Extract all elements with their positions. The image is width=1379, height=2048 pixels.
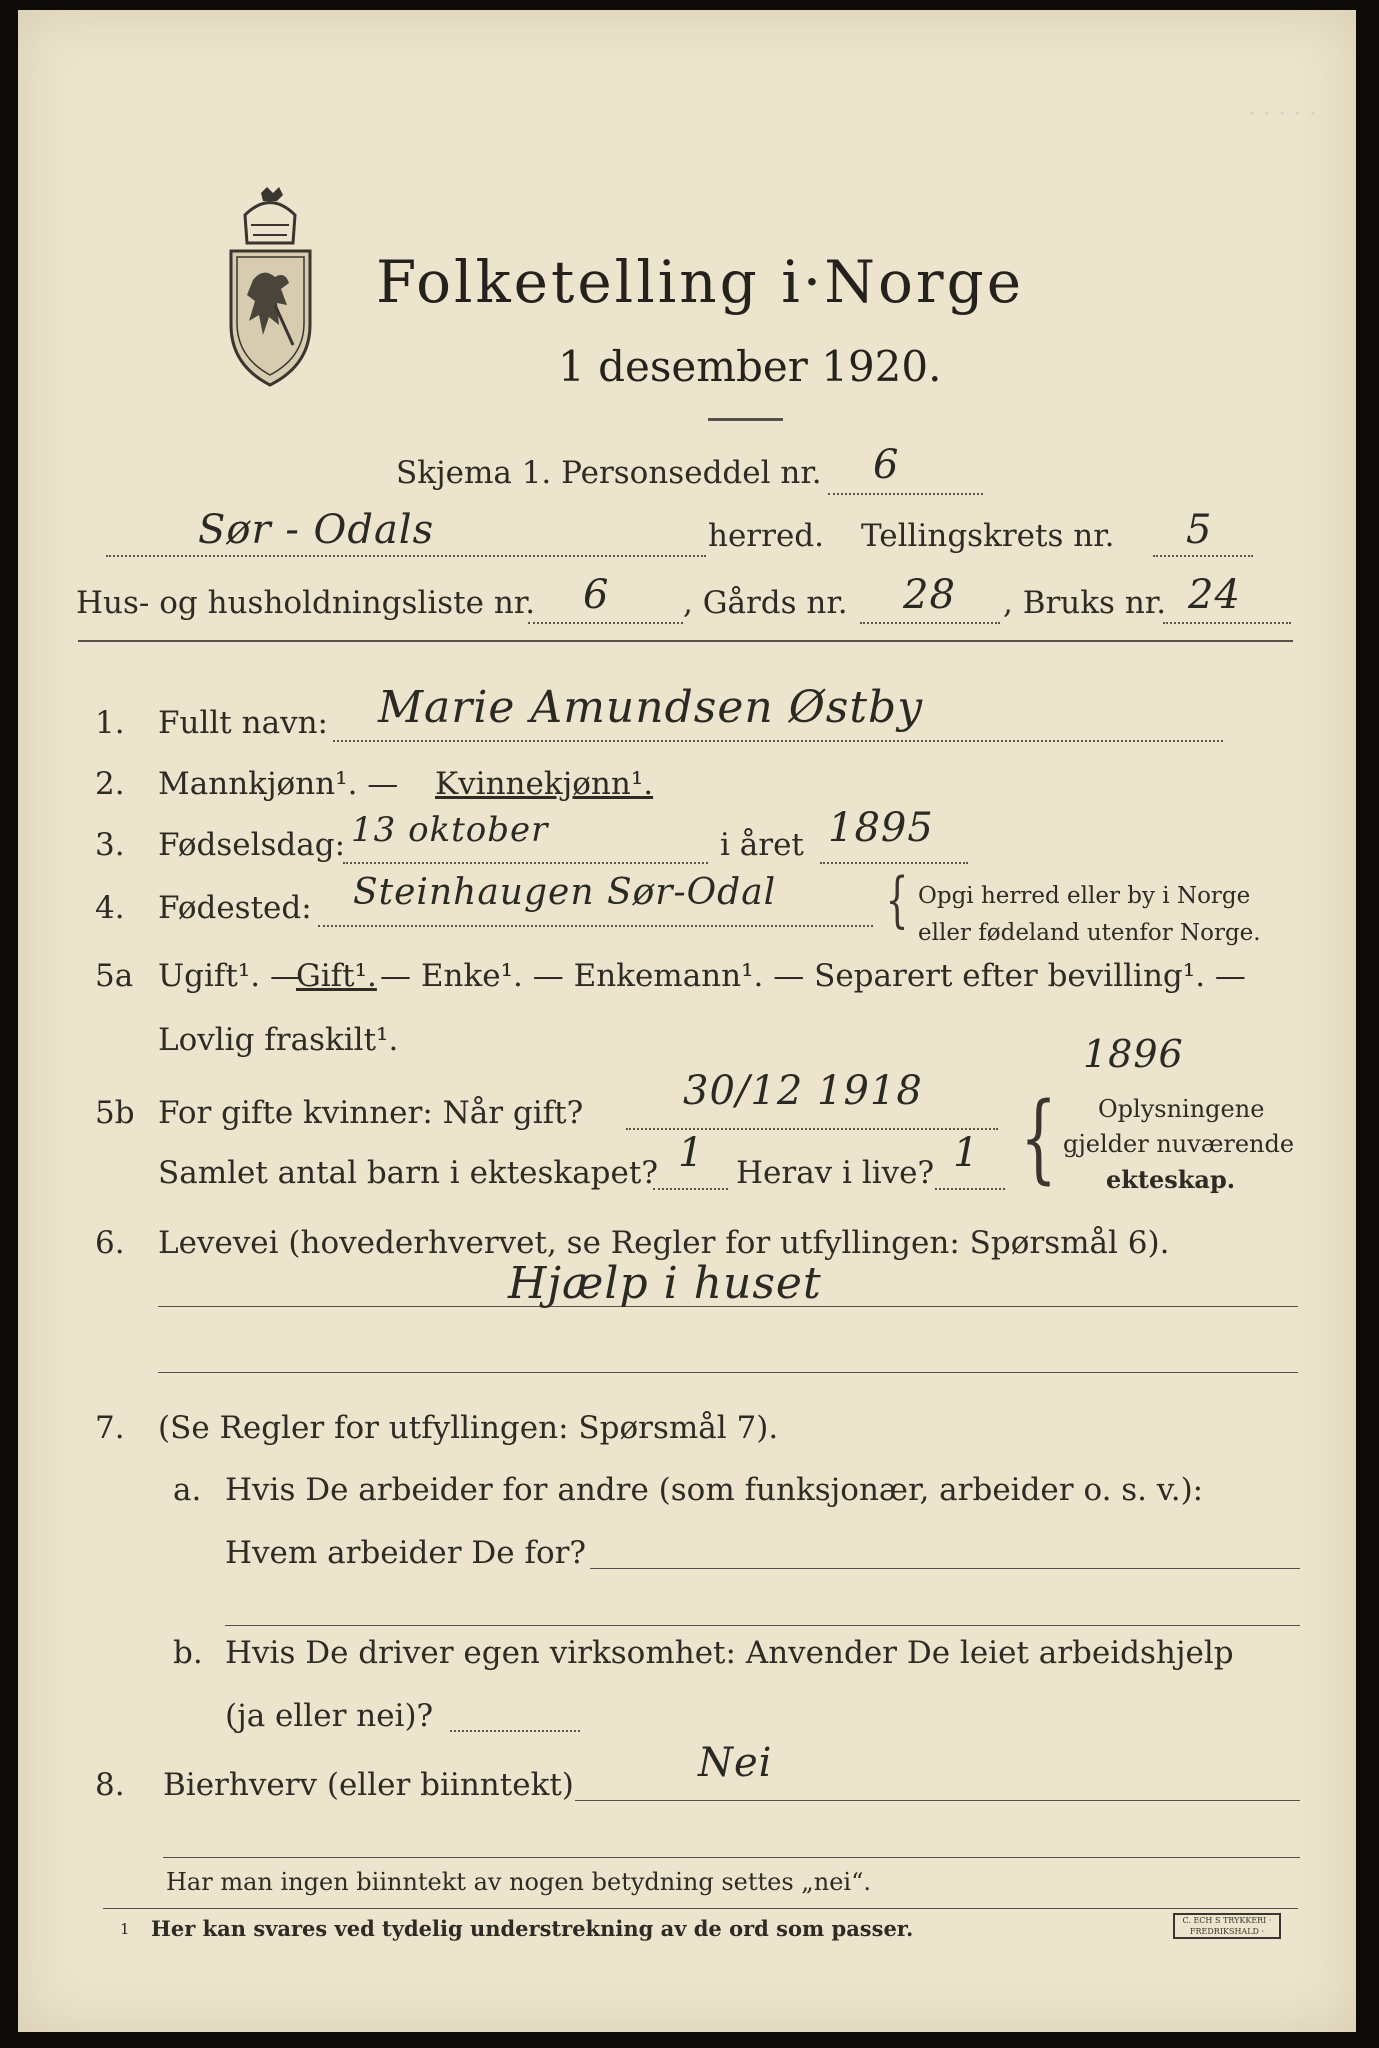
barn-value[interactable]: 1 bbox=[678, 1130, 705, 1176]
q6-number: 6. bbox=[95, 1225, 125, 1261]
kvinnekjonn-option[interactable]: Kvinnekjønn¹. bbox=[435, 766, 654, 802]
tellingskrets-value-line bbox=[1153, 555, 1253, 557]
i-live-label: Herav i live? bbox=[736, 1155, 935, 1191]
fullt-navn-value[interactable]: Marie Amundsen Østby bbox=[378, 682, 924, 733]
bierhverv-line-2 bbox=[163, 1857, 1300, 1858]
fodselsdag-value[interactable]: 13 oktober bbox=[351, 810, 549, 850]
q7-number: 7. bbox=[95, 1410, 125, 1446]
q7a-letter: a. bbox=[173, 1472, 202, 1508]
tellingskrets-value[interactable]: 5 bbox=[1186, 507, 1213, 553]
fodested-note-line2: eller fødeland utenfor Norge. bbox=[918, 920, 1261, 946]
gards-value[interactable]: 28 bbox=[903, 572, 956, 618]
levevei-value[interactable]: Hjælp i huset bbox=[508, 1258, 822, 1309]
herred-value-line bbox=[106, 555, 706, 557]
mannkjonn-option[interactable]: Mannkjønn¹. — bbox=[158, 766, 399, 802]
footnote-text: Her kan svares ved tydelig understrekning av de ord som passer. bbox=[151, 1916, 914, 1941]
bierhverv-value[interactable]: Nei bbox=[698, 1740, 773, 1786]
fullt-navn-line bbox=[333, 740, 1223, 742]
personseddel-number[interactable]: 6 bbox=[873, 442, 900, 488]
barn-line bbox=[653, 1188, 728, 1190]
hvem-arbeider-line-2[interactable] bbox=[225, 1625, 1300, 1626]
form-title: Folketelling i·Norge bbox=[376, 248, 1025, 316]
gift-option[interactable]: Gift¹. bbox=[296, 958, 377, 994]
q3-number: 3. bbox=[95, 827, 125, 863]
year-label: i året bbox=[720, 827, 804, 863]
husholdningsliste-label: Hus- og husholdningsliste nr. bbox=[76, 585, 536, 621]
coat-of-arms-icon bbox=[223, 185, 318, 394]
gards-label: , Gårds nr. bbox=[683, 585, 848, 621]
q1-number: 1. bbox=[95, 705, 125, 741]
hvem-arbeider-line[interactable] bbox=[590, 1568, 1300, 1569]
footnote-divider bbox=[103, 1908, 1298, 1909]
q7a-text: Hvis De arbeider for andre (som funksjonær, arbeider o. s. v.): bbox=[225, 1472, 1204, 1508]
herred-value[interactable]: Sør - Odals bbox=[198, 507, 435, 553]
bleed-through-text: · · · · · bbox=[1248, 100, 1317, 128]
ja-eller-nei-line[interactable] bbox=[450, 1730, 580, 1732]
herred-label: herred. bbox=[708, 518, 824, 554]
fodested-value[interactable]: Steinhaugen Sør-Odal bbox=[353, 872, 777, 913]
schema-value-line bbox=[828, 493, 983, 495]
title-divider bbox=[708, 418, 783, 421]
i-live-line bbox=[935, 1188, 1005, 1190]
fodested-line bbox=[318, 925, 873, 927]
nar-gift-label: For gifte kvinner: Når gift? bbox=[158, 1095, 584, 1131]
q4-number: 4. bbox=[95, 890, 125, 926]
q7b-text: Hvis De driver egen virksomhet: Anvender De leiet arbeidshjelp bbox=[225, 1635, 1234, 1671]
bruks-label: , Bruks nr. bbox=[1003, 585, 1167, 621]
levevei-line-2 bbox=[158, 1372, 1298, 1373]
fodselsdag-label: Fødselsdag: bbox=[158, 827, 346, 863]
q5a-number: 5a bbox=[95, 958, 134, 994]
q5b-number: 5b bbox=[95, 1095, 135, 1131]
ekteskap-note-line1: Oplysningene bbox=[1098, 1095, 1265, 1123]
husholdningsliste-value[interactable]: 6 bbox=[583, 572, 610, 618]
fodested-label: Fødested: bbox=[158, 890, 312, 926]
fodested-brace: { bbox=[885, 865, 909, 935]
footnote-mark: 1 bbox=[120, 1920, 130, 1938]
q7-label: (Se Regler for utfyllingen: Spørsmål 7). bbox=[158, 1410, 779, 1446]
bruks-value-line bbox=[1163, 622, 1291, 624]
ekteskap-note-line3: ekteskap. bbox=[1106, 1165, 1236, 1194]
sivilstand-options[interactable]: — Enke¹. — Enkemann¹. — Separert efter bevilling¹. — bbox=[380, 958, 1246, 994]
census-date: 1 desember 1920. bbox=[558, 342, 942, 391]
annotated-year: 1896 bbox=[1083, 1032, 1184, 1076]
q7b-letter: b. bbox=[173, 1635, 203, 1671]
fodested-note-line1: Opgi herred eller by i Norge bbox=[918, 883, 1251, 909]
gards-value-line bbox=[860, 622, 1000, 624]
printer-stamp: C. ECH S TRYKKERI · FREDRIKSHALD · bbox=[1173, 1913, 1281, 1939]
q2-number: 2. bbox=[95, 766, 125, 802]
year-line bbox=[820, 862, 968, 864]
husholdningsliste-value-line bbox=[528, 622, 683, 624]
ja-eller-nei-label: (ja eller nei)? bbox=[225, 1698, 434, 1734]
fodselsdag-line bbox=[343, 862, 708, 864]
ekteskap-note-line2: gjelder nuværende bbox=[1063, 1130, 1295, 1158]
ugift-option[interactable]: Ugift¹. — bbox=[158, 958, 301, 994]
i-live-value[interactable]: 1 bbox=[953, 1130, 980, 1176]
bierhverv-line bbox=[575, 1800, 1300, 1801]
ekteskap-brace: { bbox=[1020, 1082, 1057, 1194]
nar-gift-value[interactable]: 30/12 1918 bbox=[683, 1068, 923, 1114]
lovlig-fraskilt-option[interactable]: Lovlig fraskilt¹. bbox=[158, 1022, 399, 1058]
birth-year-value[interactable]: 1895 bbox=[828, 805, 934, 851]
barn-label: Samlet antal barn i ekteskapet? bbox=[158, 1155, 658, 1191]
biinntekt-note: Har man ingen biinntekt av nogen betydning settes „nei“. bbox=[166, 1868, 871, 1896]
tellingskrets-label: Tellingskrets nr. bbox=[861, 518, 1115, 554]
schema-label: Skjema 1. Personseddel nr. bbox=[396, 455, 822, 491]
fullt-navn-label: Fullt navn: bbox=[158, 705, 328, 741]
levevei-label: Levevei (hovederhvervet, se Regler for utfyllingen: Spørsmål 6). bbox=[158, 1225, 1170, 1261]
census-form-page bbox=[18, 10, 1356, 2032]
header-separator bbox=[78, 640, 1293, 642]
hvem-arbeider-label: Hvem arbeider De for? bbox=[225, 1535, 587, 1571]
q8-number: 8. bbox=[95, 1767, 125, 1803]
bierhverv-label: Bierhverv (eller biinntekt) bbox=[163, 1767, 574, 1803]
bruks-value[interactable]: 24 bbox=[1188, 572, 1241, 618]
